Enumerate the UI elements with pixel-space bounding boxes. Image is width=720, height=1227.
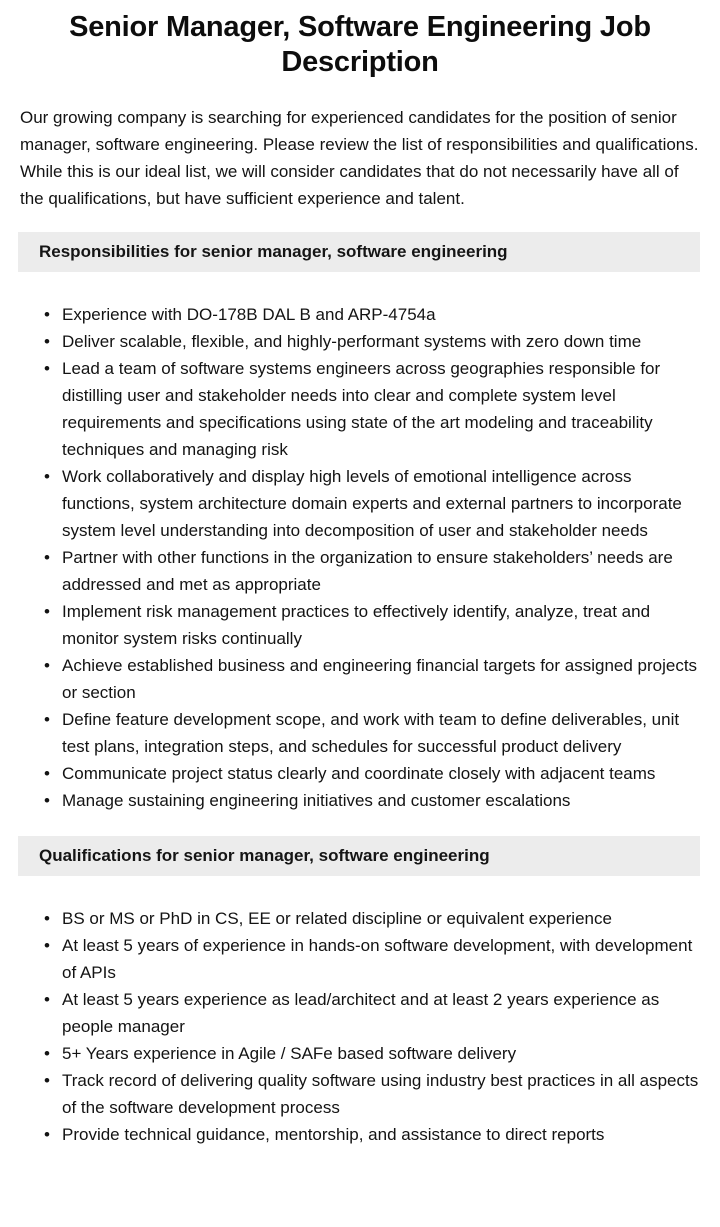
section-header-qualifications: Qualifications for senior manager, software engineering — [18, 836, 700, 876]
list-item: • Partner with other functions in the organization to ensure stakeholders’ needs are addressed and met as appropriate — [62, 544, 700, 598]
list-item: • Track record of delivering quality software using industry best practices in all aspects of the software development process — [62, 1067, 700, 1121]
responsibilities-list — [20, 301, 700, 814]
list-item: • Communicate project status clearly and coordinate closely with adjacent teams — [62, 760, 700, 787]
list-item: • Work collaboratively and display high levels of emotional intelligence across functions, system architecture domain experts and external partners to incorporate system level understanding into decomposition of user and stakeholder needs — [62, 463, 700, 544]
section-header-responsibilities: Responsibilities for senior manager, software engineering — [18, 232, 700, 272]
list-item: • Deliver scalable, flexible, and highly-performant systems with zero down time — [62, 328, 700, 355]
list-item: • Implement risk management practices to effectively identify, analyze, treat and monitor system risks continually — [62, 598, 700, 652]
list-item: • Define feature development scope, and work with team to define deliverables, unit test plans, integration steps, and schedules for successful product delivery — [62, 706, 700, 760]
list-item: • 5+ Years experience in Agile / SAFe based software delivery — [62, 1040, 700, 1067]
list-item: • Lead a team of software systems engineers across geographies responsible for distilling user and stakeholder needs into clear and complete system level requirements and specifications using state of the art modeling and traceability techniques and managing risk — [62, 355, 700, 463]
list-item: • Provide technical guidance, mentorship, and assistance to direct reports — [62, 1121, 700, 1148]
list-item: • Achieve established business and engineering financial targets for assigned projects or section — [62, 652, 700, 706]
page-title: Senior Manager, Software Engineering Job Description — [69, 11, 651, 78]
intro-paragraph: Our growing company is searching for experienced candidates for the position of senior manager, software engineering. Please review the list of responsibilities and qualifications. While this is our ideal list, we will consider candidates that do not necessarily have all of the qualifications, but have sufficient experience and talent. — [20, 108, 699, 208]
list-item: • BS or MS or PhD in CS, EE or related discipline or equivalent experience — [62, 905, 700, 932]
list-item: • Experience with DO-178B DAL B and ARP-4754a — [62, 301, 700, 328]
list-item: • At least 5 years experience as lead/architect and at least 2 years experience as people manager — [62, 986, 700, 1040]
list-item: • At least 5 years of experience in hands-on software development, with development of APIs — [62, 932, 700, 986]
list-item: • Manage sustaining engineering initiatives and customer escalations — [62, 787, 700, 814]
qualifications-list — [20, 905, 700, 1148]
